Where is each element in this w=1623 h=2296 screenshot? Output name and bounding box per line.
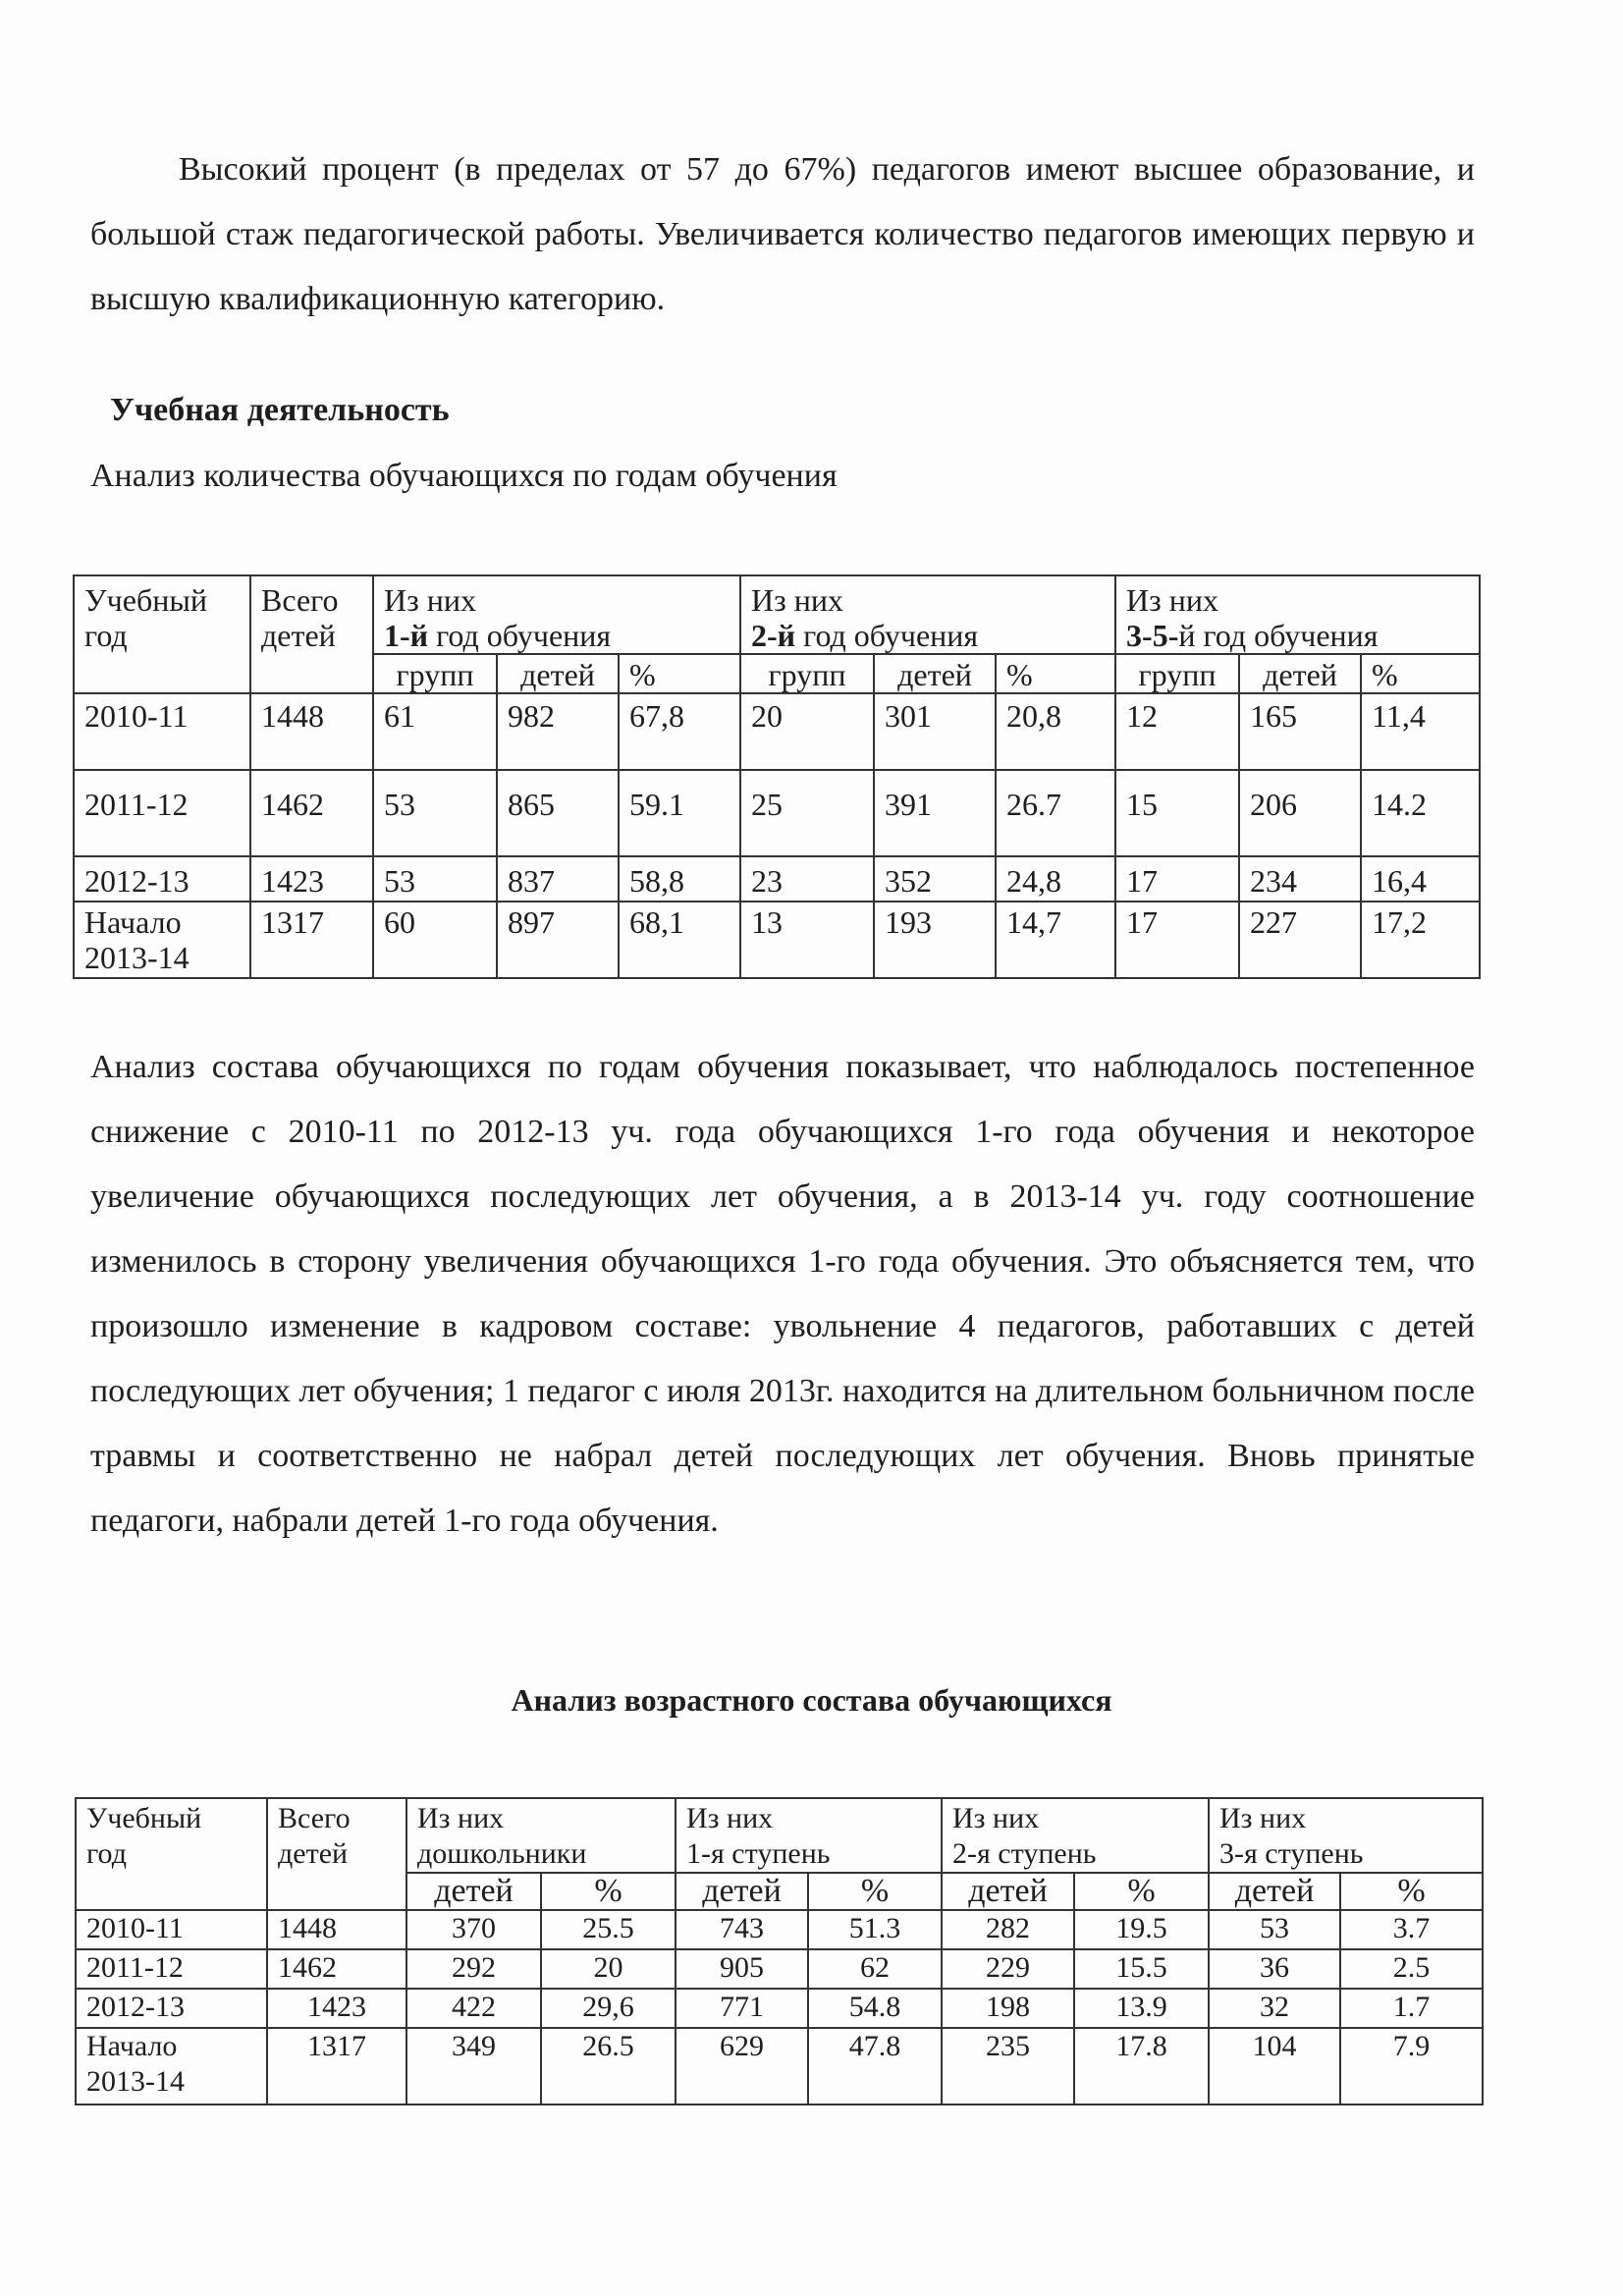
cell-year-line: Начало — [86, 2030, 178, 2062]
cell-value: 26.5 — [541, 2028, 676, 2105]
cell-value: 905 — [676, 1949, 808, 1989]
header-group-label — [1126, 618, 1479, 653]
cell-total: 1317 — [250, 902, 373, 978]
cell-value: 59.1 — [619, 770, 740, 856]
cell-value: 36 — [1209, 1949, 1340, 1989]
cell-value: 15 — [1115, 770, 1239, 856]
cell-value: 61 — [373, 693, 497, 770]
header-group-rest: й год обучения — [1178, 618, 1379, 653]
header-group-rest: год обучения — [428, 618, 612, 653]
subheader-groups: групп — [1115, 654, 1239, 693]
header-total-line: Всего — [278, 1802, 351, 1834]
header-year: Учебный год — [74, 575, 250, 693]
cell-total: 1462 — [250, 770, 373, 856]
cell-total: 1317 — [267, 2028, 406, 2105]
cell-year: 2010-11 — [74, 693, 250, 770]
cell-year-line: 2013-14 — [86, 2065, 185, 2098]
cell-value: 422 — [406, 1989, 541, 2028]
cell-value: 837 — [497, 856, 619, 902]
cell-value: 68,1 — [619, 902, 740, 978]
header-total: Всего детей — [250, 575, 373, 693]
subheader-children: детей — [406, 1873, 541, 1910]
table-header-row — [76, 1798, 1483, 1873]
cell-value: 301 — [874, 693, 996, 770]
cell-year-line: Начало — [84, 904, 182, 940]
subheader-groups: групп — [740, 654, 874, 693]
cell-value: 743 — [676, 1910, 808, 1949]
table-row — [76, 2028, 1483, 2105]
header-total-line: детей — [278, 1837, 349, 1870]
cell-value: 51.3 — [808, 1910, 942, 1949]
subheader-children: детей — [942, 1873, 1074, 1910]
cell-value: 53 — [373, 856, 497, 902]
table-row — [74, 856, 1480, 902]
cell-total: 1423 — [267, 1989, 406, 2028]
header-group-stage-2 — [942, 1798, 1209, 1873]
cell-value: 897 — [497, 902, 619, 978]
cell-value: 17,2 — [1361, 902, 1480, 978]
cell-value: 17.8 — [1074, 2028, 1209, 2105]
header-group-bold: 3-5- — [1126, 618, 1179, 653]
header-year-line: Учебный — [86, 1802, 202, 1834]
analysis-paragraph: Анализ состава обучающихся по годам обучения показывает, что наблюдалось постепенное снижение с 2010-11 по 2012-13 уч. года обучающихся 1-го года обучения и некоторое увеличение обучающихся последующих лет обучения, а в 2013-14 уч. году соотношение изменилось в сторону увеличения обучающихся 1-го года обучения. Это объясняется тем, что произошло изменение в кадровом составе: увольнение 4 педагогов, работавших с детей последующих лет обучения; 1 педагог с июля 2013г. находится на длительном больничном после травмы и соответственно не набрал детей последующих лет обучения. Вновь принятые педагоги, набрали детей 1-го года обучения. — [90, 1049, 1475, 1539]
cell-value: 47.8 — [808, 2028, 942, 2105]
subheader-percent: % — [541, 1873, 676, 1910]
age-composition-table — [75, 1797, 1484, 2105]
table-row — [76, 1949, 1483, 1989]
cell-value: 20,8 — [996, 693, 1115, 770]
header-group-label: 2-я ступень — [952, 1837, 1097, 1870]
cell-value: 54.8 — [808, 1989, 942, 2028]
cell-value: 165 — [1239, 693, 1361, 770]
cell-value: 206 — [1239, 770, 1361, 856]
cell-total: 1448 — [267, 1910, 406, 1949]
cell-value: 14,7 — [996, 902, 1115, 978]
cell-value: 19.5 — [1074, 1910, 1209, 1949]
cell-year — [76, 2028, 267, 2105]
table-row — [74, 770, 1480, 856]
cell-value: 3.7 — [1340, 1910, 1483, 1949]
header-group-label — [751, 618, 1114, 653]
cell-value: 15.5 — [1074, 1949, 1209, 1989]
subheader-children: детей — [1209, 1873, 1340, 1910]
header-of-them: Из них — [686, 1802, 774, 1834]
cell-value: 17 — [1115, 902, 1239, 978]
cell-value: 370 — [406, 1910, 541, 1949]
table-header-row — [74, 575, 1480, 654]
cell-total: 1448 — [250, 693, 373, 770]
cell-value: 53 — [1209, 1910, 1340, 1949]
table-row — [74, 902, 1480, 978]
cell-year: 2010-11 — [76, 1910, 267, 1949]
table-row — [76, 1989, 1483, 2028]
cell-value: 391 — [874, 770, 996, 856]
cell-value: 352 — [874, 856, 996, 902]
cell-value: 13 — [740, 902, 874, 978]
header-group-bold: 1-й — [384, 618, 429, 653]
cell-value: 629 — [676, 2028, 808, 2105]
cell-year: 2012-13 — [76, 1989, 267, 2028]
cell-value: 229 — [942, 1949, 1074, 1989]
cell-value: 58,8 — [619, 856, 740, 902]
header-group-2 — [740, 575, 1115, 654]
cell-value: 193 — [874, 902, 996, 978]
header-year — [76, 1798, 267, 1910]
subheader-percent: % — [619, 654, 740, 693]
cell-value: 25 — [740, 770, 874, 856]
header-group-label: 1-я ступень — [686, 1837, 831, 1870]
header-total — [267, 1798, 406, 1910]
cell-total: 1462 — [267, 1949, 406, 1989]
subheader-percent: % — [1340, 1873, 1483, 1910]
header-group-stage-1 — [676, 1798, 942, 1873]
cell-year — [74, 902, 250, 978]
header-group-label: 3-я ступень — [1219, 1837, 1364, 1870]
cell-value: 292 — [406, 1949, 541, 1989]
cell-value: 2.5 — [1340, 1949, 1483, 1989]
cell-value: 12 — [1115, 693, 1239, 770]
header-of-them: Из них — [751, 582, 844, 618]
cell-year: 2011-12 — [74, 770, 250, 856]
table2-title: Анализ возрастного состава обучающихся — [511, 1682, 1112, 1718]
cell-value: 24,8 — [996, 856, 1115, 902]
cell-value: 282 — [942, 1910, 1074, 1949]
header-group-stage-3 — [1209, 1798, 1483, 1873]
header-group-rest: год обучения — [795, 618, 979, 653]
cell-value: 235 — [942, 2028, 1074, 2105]
cell-value: 104 — [1209, 2028, 1340, 2105]
cell-value: 198 — [942, 1989, 1074, 2028]
cell-value: 349 — [406, 2028, 541, 2105]
subheader-percent: % — [996, 654, 1115, 693]
cell-value: 227 — [1239, 902, 1361, 978]
cell-value: 13.9 — [1074, 1989, 1209, 2028]
header-of-them: Из них — [384, 582, 476, 618]
section-subtitle: Анализ количества обучающихся по годам обучения — [90, 458, 838, 494]
table-row — [76, 1910, 1483, 1949]
cell-value: 32 — [1209, 1989, 1340, 2028]
cell-value: 23 — [740, 856, 874, 902]
subheader-children: детей — [676, 1873, 808, 1910]
cell-value: 14.2 — [1361, 770, 1480, 856]
header-group-preschool — [406, 1798, 676, 1873]
cell-year: 2011-12 — [76, 1949, 267, 1989]
cell-value: 25.5 — [541, 1910, 676, 1949]
cell-value: 1.7 — [1340, 1989, 1483, 2028]
subheader-children: детей — [497, 654, 619, 693]
cell-value: 53 — [373, 770, 497, 856]
cell-value: 16,4 — [1361, 856, 1480, 902]
subheader-percent: % — [808, 1873, 942, 1910]
cell-value: 20 — [740, 693, 874, 770]
header-group-bold: 2-й — [751, 618, 796, 653]
cell-year-line: 2013-14 — [84, 940, 189, 975]
cell-value: 29,6 — [541, 1989, 676, 2028]
cell-value: 20 — [541, 1949, 676, 1989]
header-of-them: Из них — [1219, 1802, 1307, 1834]
cell-value: 26.7 — [996, 770, 1115, 856]
cell-value: 7.9 — [1340, 2028, 1483, 2105]
cell-value: 67,8 — [619, 693, 740, 770]
students-by-year-table — [73, 574, 1481, 979]
cell-year: 2012-13 — [74, 856, 250, 902]
cell-value: 771 — [676, 1989, 808, 2028]
cell-value: 982 — [497, 693, 619, 770]
header-of-them: Из них — [1126, 582, 1219, 618]
subheader-groups: групп — [373, 654, 497, 693]
intro-paragraph: Высокий процент (в пределах от 57 до 67%) педагогов имеют высшее образование, и большой стаж педагогической работы. Увеличивается количество педагогов имеющих первую и высшую квалификационную категорию. — [90, 151, 1475, 317]
header-year-line: год — [86, 1837, 127, 1870]
table-row — [74, 693, 1480, 770]
section-heading: Учебная деятельность — [110, 392, 450, 428]
subheader-percent: % — [1361, 654, 1480, 693]
header-group-3 — [1115, 575, 1480, 654]
cell-value: 234 — [1239, 856, 1361, 902]
header-group-label: дошкольники — [417, 1837, 587, 1870]
header-of-them: Из них — [952, 1802, 1040, 1834]
cell-value: 60 — [373, 902, 497, 978]
cell-value: 17 — [1115, 856, 1239, 902]
cell-total: 1423 — [250, 856, 373, 902]
header-of-them: Из них — [417, 1802, 505, 1834]
header-group-label — [384, 618, 739, 653]
subheader-children: детей — [1239, 654, 1361, 693]
cell-value: 62 — [808, 1949, 942, 1989]
header-group-1 — [373, 575, 740, 654]
cell-value: 11,4 — [1361, 693, 1480, 770]
subheader-percent: % — [1074, 1873, 1209, 1910]
subheader-children: детей — [874, 654, 996, 693]
cell-value: 865 — [497, 770, 619, 856]
